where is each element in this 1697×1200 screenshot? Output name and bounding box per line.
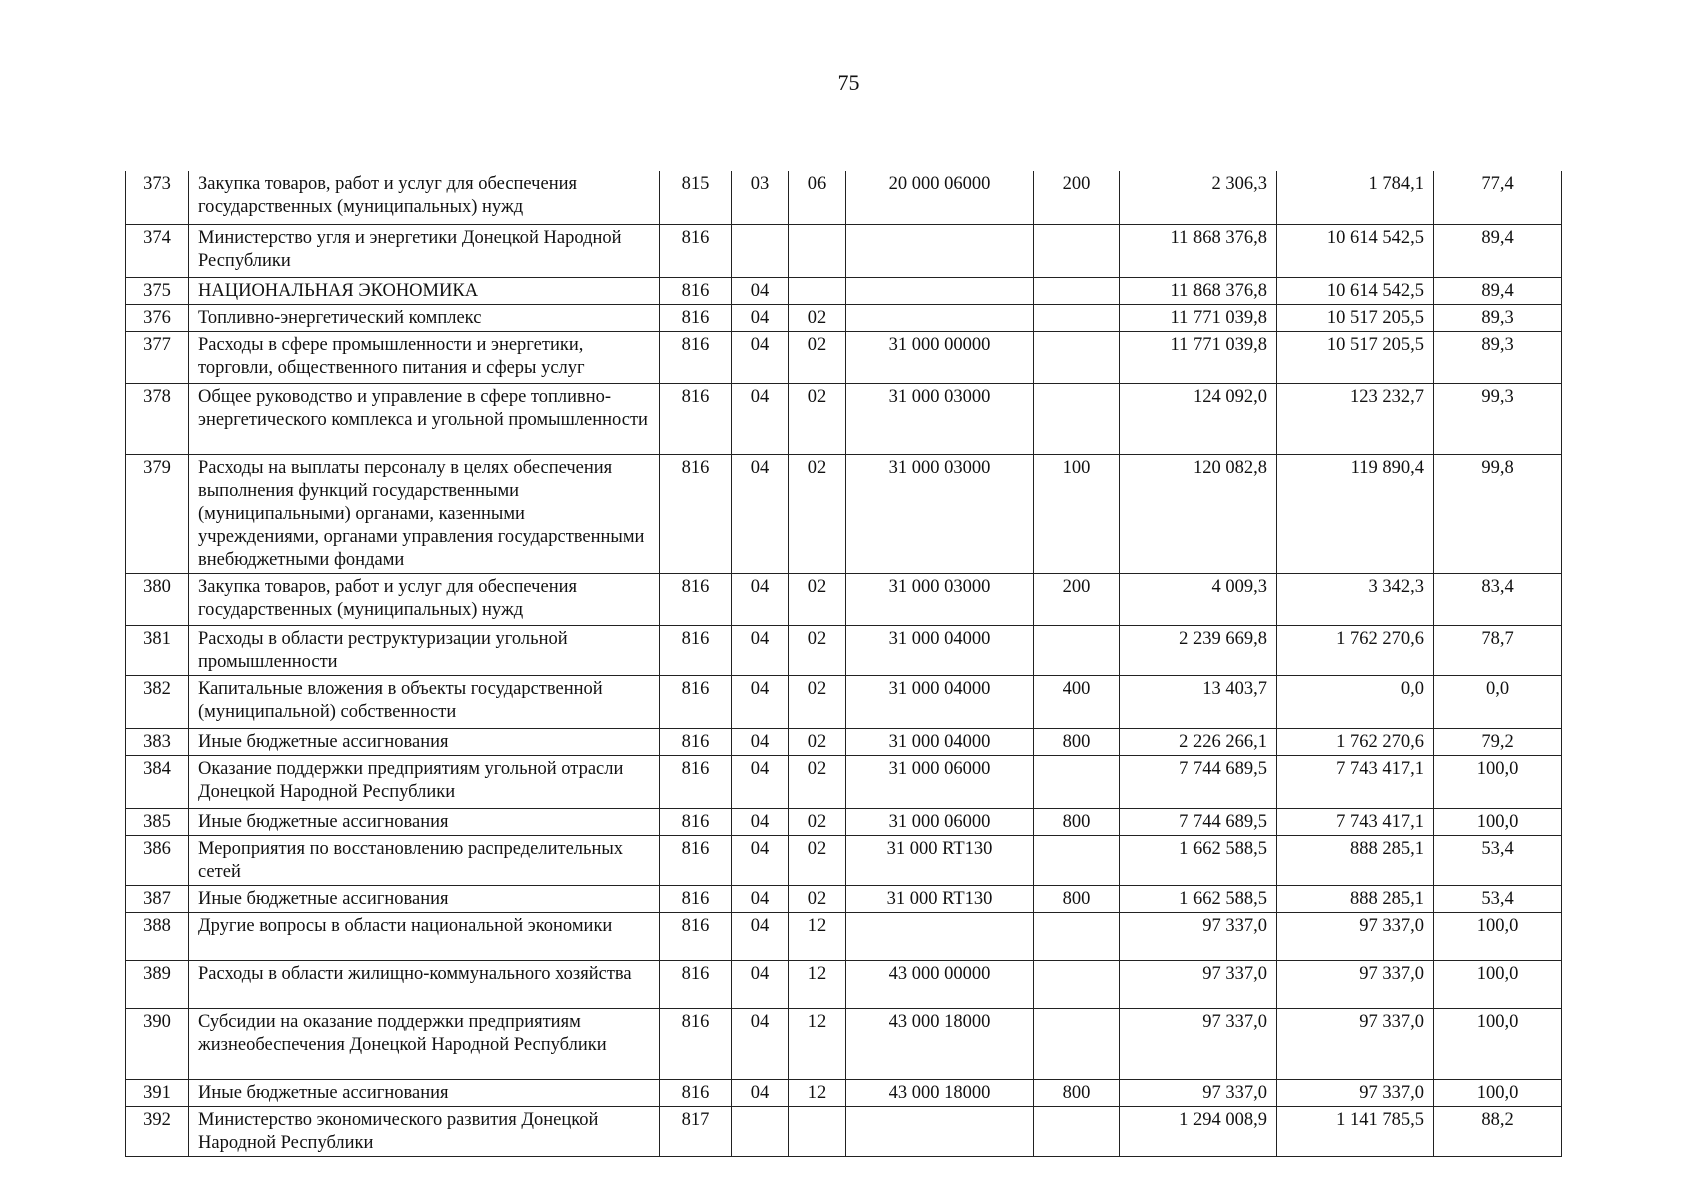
expense-type-code: 200 — [1034, 171, 1120, 224]
row-number: 384 — [126, 755, 189, 808]
plan-amount: 11 868 376,8 — [1120, 224, 1277, 277]
execution-percent: 100,0 — [1434, 912, 1562, 960]
row-number: 378 — [126, 383, 189, 454]
expense-type-code: 800 — [1034, 1079, 1120, 1106]
plan-amount: 4 009,3 — [1120, 573, 1277, 625]
execution-percent: 99,3 — [1434, 383, 1562, 454]
plan-amount: 11 868 376,8 — [1120, 277, 1277, 304]
page-number: 75 — [837, 70, 860, 95]
section-code: 04 — [732, 835, 789, 885]
execution-percent: 100,0 — [1434, 755, 1562, 808]
table-row — [126, 454, 1562, 573]
fact-amount: 1 784,1 — [1277, 171, 1434, 224]
section-code: 04 — [732, 960, 789, 1008]
execution-percent: 77,4 — [1434, 171, 1562, 224]
subsection-code: 02 — [789, 755, 846, 808]
section-code: 04 — [732, 885, 789, 912]
ved-code: 816 — [660, 912, 732, 960]
row-name: Иные бюджетные ассигнования — [189, 885, 660, 912]
fact-amount: 1 762 270,6 — [1277, 728, 1434, 755]
expense-type-code — [1034, 912, 1120, 960]
target-article-code: 31 000 03000 — [846, 454, 1034, 573]
table-row — [126, 171, 1562, 224]
plan-amount: 97 337,0 — [1120, 912, 1277, 960]
table-row — [126, 808, 1562, 835]
plan-amount: 1 662 588,5 — [1120, 835, 1277, 885]
target-article-code: 31 000 03000 — [846, 383, 1034, 454]
target-article-code: 43 000 18000 — [846, 1008, 1034, 1079]
section-code: 04 — [732, 331, 789, 383]
target-article-code: 43 000 18000 — [846, 1079, 1034, 1106]
section-code: 04 — [732, 1008, 789, 1079]
plan-amount: 2 306,3 — [1120, 171, 1277, 224]
ved-code: 816 — [660, 835, 732, 885]
subsection-code: 12 — [789, 1008, 846, 1079]
fact-amount: 97 337,0 — [1277, 1079, 1434, 1106]
execution-percent: 99,8 — [1434, 454, 1562, 573]
row-name: Расходы на выплаты персоналу в целях обеспечения выполнения функций государственными (муниципальными) органами, казенными учреждениями, органами управления государственными внебюджетными фондами — [189, 454, 660, 573]
row-name: Министерство экономического развития Донецкой Народной Республики — [189, 1106, 660, 1156]
row-number: 374 — [126, 224, 189, 277]
row-name: Закупка товаров, работ и услуг для обеспечения государственных (муниципальных) нужд — [189, 573, 660, 625]
subsection-code: 12 — [789, 912, 846, 960]
fact-amount: 3 342,3 — [1277, 573, 1434, 625]
row-name: Оказание поддержки предприятиям угольной отрасли Донецкой Народной Республики — [189, 755, 660, 808]
section-code: 03 — [732, 171, 789, 224]
table-row — [126, 573, 1562, 625]
section-code: 04 — [732, 383, 789, 454]
table-row — [126, 835, 1562, 885]
fact-amount: 0,0 — [1277, 675, 1434, 728]
target-article-code — [846, 277, 1034, 304]
row-number: 383 — [126, 728, 189, 755]
row-number: 380 — [126, 573, 189, 625]
ved-code: 816 — [660, 304, 732, 331]
section-code: 04 — [732, 1079, 789, 1106]
table-row — [126, 1008, 1562, 1079]
section-code: 04 — [732, 304, 789, 331]
section-code: 04 — [732, 912, 789, 960]
row-name: Закупка товаров, работ и услуг для обеспечения государственных (муниципальных) нужд — [189, 171, 660, 224]
expense-type-code: 800 — [1034, 808, 1120, 835]
row-number: 388 — [126, 912, 189, 960]
ved-code: 816 — [660, 454, 732, 573]
execution-percent: 89,3 — [1434, 331, 1562, 383]
subsection-code: 02 — [789, 454, 846, 573]
section-code: 04 — [732, 573, 789, 625]
fact-amount: 10 517 205,5 — [1277, 304, 1434, 331]
fact-amount: 10 614 542,5 — [1277, 224, 1434, 277]
ved-code: 816 — [660, 573, 732, 625]
row-number: 373 — [126, 171, 189, 224]
subsection-code: 02 — [789, 331, 846, 383]
fact-amount: 1 141 785,5 — [1277, 1106, 1434, 1156]
plan-amount: 97 337,0 — [1120, 1008, 1277, 1079]
expense-type-code — [1034, 304, 1120, 331]
section-code: 04 — [732, 808, 789, 835]
execution-percent: 89,4 — [1434, 224, 1562, 277]
ved-code: 816 — [660, 960, 732, 1008]
section-code: 04 — [732, 675, 789, 728]
table-row — [126, 912, 1562, 960]
ved-code: 816 — [660, 1008, 732, 1079]
section-code: 04 — [732, 728, 789, 755]
fact-amount: 10 614 542,5 — [1277, 277, 1434, 304]
ved-code: 816 — [660, 224, 732, 277]
target-article-code: 31 000 06000 — [846, 755, 1034, 808]
row-number: 382 — [126, 675, 189, 728]
expense-type-code — [1034, 1008, 1120, 1079]
row-name: Капитальные вложения в объекты государственной (муниципальной) собственности — [189, 675, 660, 728]
fact-amount: 888 285,1 — [1277, 885, 1434, 912]
subsection-code: 02 — [789, 573, 846, 625]
plan-amount: 2 226 266,1 — [1120, 728, 1277, 755]
expense-type-code — [1034, 331, 1120, 383]
table-row — [126, 331, 1562, 383]
expense-type-code: 800 — [1034, 885, 1120, 912]
ved-code: 816 — [660, 808, 732, 835]
section-code: 04 — [732, 625, 789, 675]
plan-amount: 120 082,8 — [1120, 454, 1277, 573]
plan-amount: 1 294 008,9 — [1120, 1106, 1277, 1156]
table-row — [126, 277, 1562, 304]
ved-code: 815 — [660, 171, 732, 224]
subsection-code: 02 — [789, 728, 846, 755]
table-row — [126, 885, 1562, 912]
execution-percent: 100,0 — [1434, 1008, 1562, 1079]
fact-amount: 97 337,0 — [1277, 1008, 1434, 1079]
row-name: Мероприятия по восстановлению распределительных сетей — [189, 835, 660, 885]
target-article-code: 31 000 04000 — [846, 675, 1034, 728]
fact-amount: 1 762 270,6 — [1277, 625, 1434, 675]
subsection-code — [789, 224, 846, 277]
expense-type-code: 400 — [1034, 675, 1120, 728]
fact-amount: 123 232,7 — [1277, 383, 1434, 454]
row-name: Другие вопросы в области национальной экономики — [189, 912, 660, 960]
row-name: Расходы в сфере промышленности и энергетики, торговли, общественного питания и сферы услуг — [189, 331, 660, 383]
execution-percent: 100,0 — [1434, 1079, 1562, 1106]
target-article-code: 31 000 06000 — [846, 808, 1034, 835]
row-number: 381 — [126, 625, 189, 675]
subsection-code: 12 — [789, 960, 846, 1008]
execution-percent: 53,4 — [1434, 835, 1562, 885]
row-name: НАЦИОНАЛЬНАЯ ЭКОНОМИКА — [189, 277, 660, 304]
row-number: 387 — [126, 885, 189, 912]
target-article-code — [846, 224, 1034, 277]
plan-amount: 11 771 039,8 — [1120, 304, 1277, 331]
table-row — [126, 1106, 1562, 1156]
subsection-code: 12 — [789, 1079, 846, 1106]
target-article-code: 31 000 03000 — [846, 573, 1034, 625]
ved-code: 817 — [660, 1106, 732, 1156]
fact-amount: 7 743 417,1 — [1277, 808, 1434, 835]
target-article-code: 31 000 RT130 — [846, 835, 1034, 885]
row-name: Иные бюджетные ассигнования — [189, 808, 660, 835]
target-article-code: 31 000 04000 — [846, 625, 1034, 675]
row-number: 375 — [126, 277, 189, 304]
table-row — [126, 675, 1562, 728]
subsection-code: 06 — [789, 171, 846, 224]
plan-amount: 97 337,0 — [1120, 960, 1277, 1008]
expense-type-code: 200 — [1034, 573, 1120, 625]
ved-code: 816 — [660, 1079, 732, 1106]
row-name: Расходы в области реструктуризации угольной промышленности — [189, 625, 660, 675]
execution-percent: 79,2 — [1434, 728, 1562, 755]
ved-code: 816 — [660, 675, 732, 728]
section-code — [732, 224, 789, 277]
target-article-code: 31 000 00000 — [846, 331, 1034, 383]
execution-percent: 83,4 — [1434, 573, 1562, 625]
plan-amount: 11 771 039,8 — [1120, 331, 1277, 383]
ved-code: 816 — [660, 885, 732, 912]
plan-amount: 1 662 588,5 — [1120, 885, 1277, 912]
row-number: 376 — [126, 304, 189, 331]
execution-percent: 89,3 — [1434, 304, 1562, 331]
target-article-code — [846, 1106, 1034, 1156]
subsection-code — [789, 277, 846, 304]
target-article-code — [846, 912, 1034, 960]
table-row — [126, 625, 1562, 675]
subsection-code: 02 — [789, 808, 846, 835]
execution-percent: 100,0 — [1434, 960, 1562, 1008]
table-row — [126, 383, 1562, 454]
execution-percent: 100,0 — [1434, 808, 1562, 835]
table-row — [126, 1079, 1562, 1106]
row-name: Иные бюджетные ассигнования — [189, 1079, 660, 1106]
plan-amount: 2 239 669,8 — [1120, 625, 1277, 675]
section-code: 04 — [732, 755, 789, 808]
fact-amount: 97 337,0 — [1277, 912, 1434, 960]
fact-amount: 97 337,0 — [1277, 960, 1434, 1008]
subsection-code: 02 — [789, 383, 846, 454]
row-name: Иные бюджетные ассигнования — [189, 728, 660, 755]
expense-type-code — [1034, 835, 1120, 885]
row-number: 379 — [126, 454, 189, 573]
target-article-code: 20 000 06000 — [846, 171, 1034, 224]
ved-code: 816 — [660, 277, 732, 304]
expense-type-code — [1034, 383, 1120, 454]
fact-amount: 7 743 417,1 — [1277, 755, 1434, 808]
expense-type-code: 800 — [1034, 728, 1120, 755]
budget-table — [125, 171, 1562, 1157]
subsection-code: 02 — [789, 675, 846, 728]
table-row — [126, 728, 1562, 755]
row-name: Топливно-энергетический комплекс — [189, 304, 660, 331]
target-article-code — [846, 304, 1034, 331]
table-body — [126, 171, 1562, 1156]
subsection-code: 02 — [789, 885, 846, 912]
section-code: 04 — [732, 277, 789, 304]
execution-percent: 0,0 — [1434, 675, 1562, 728]
section-code: 04 — [732, 454, 789, 573]
table-row — [126, 224, 1562, 277]
plan-amount: 7 744 689,5 — [1120, 808, 1277, 835]
plan-amount: 7 744 689,5 — [1120, 755, 1277, 808]
subsection-code — [789, 1106, 846, 1156]
execution-percent: 53,4 — [1434, 885, 1562, 912]
row-name: Общее руководство и управление в сфере топливно-энергетического комплекса и угольной промышленности — [189, 383, 660, 454]
section-code — [732, 1106, 789, 1156]
execution-percent: 88,2 — [1434, 1106, 1562, 1156]
ved-code: 816 — [660, 625, 732, 675]
execution-percent: 89,4 — [1434, 277, 1562, 304]
ved-code: 816 — [660, 383, 732, 454]
table-row — [126, 960, 1562, 1008]
row-name: Расходы в области жилищно-коммунального хозяйства — [189, 960, 660, 1008]
target-article-code: 31 000 04000 — [846, 728, 1034, 755]
row-name: Субсидии на оказание поддержки предприятиям жизнеобеспечения Донецкой Народной Республики — [189, 1008, 660, 1079]
execution-percent: 78,7 — [1434, 625, 1562, 675]
plan-amount: 13 403,7 — [1120, 675, 1277, 728]
subsection-code: 02 — [789, 835, 846, 885]
ved-code: 816 — [660, 331, 732, 383]
subsection-code: 02 — [789, 625, 846, 675]
table-row — [126, 304, 1562, 331]
plan-amount: 97 337,0 — [1120, 1079, 1277, 1106]
expense-type-code — [1034, 755, 1120, 808]
row-name: Министерство угля и энергетики Донецкой Народной Республики — [189, 224, 660, 277]
row-number: 391 — [126, 1079, 189, 1106]
fact-amount: 888 285,1 — [1277, 835, 1434, 885]
row-number: 390 — [126, 1008, 189, 1079]
ved-code: 816 — [660, 728, 732, 755]
fact-amount: 119 890,4 — [1277, 454, 1434, 573]
expense-type-code — [1034, 625, 1120, 675]
target-article-code: 31 000 RT130 — [846, 885, 1034, 912]
row-number: 377 — [126, 331, 189, 383]
row-number: 386 — [126, 835, 189, 885]
plan-amount: 124 092,0 — [1120, 383, 1277, 454]
expense-type-code — [1034, 277, 1120, 304]
expense-type-code — [1034, 224, 1120, 277]
expense-type-code — [1034, 1106, 1120, 1156]
row-number: 389 — [126, 960, 189, 1008]
expense-type-code — [1034, 960, 1120, 1008]
table-row — [126, 755, 1562, 808]
ved-code: 816 — [660, 755, 732, 808]
row-number: 385 — [126, 808, 189, 835]
subsection-code: 02 — [789, 304, 846, 331]
expense-type-code: 100 — [1034, 454, 1120, 573]
target-article-code: 43 000 00000 — [846, 960, 1034, 1008]
row-number: 392 — [126, 1106, 189, 1156]
fact-amount: 10 517 205,5 — [1277, 331, 1434, 383]
